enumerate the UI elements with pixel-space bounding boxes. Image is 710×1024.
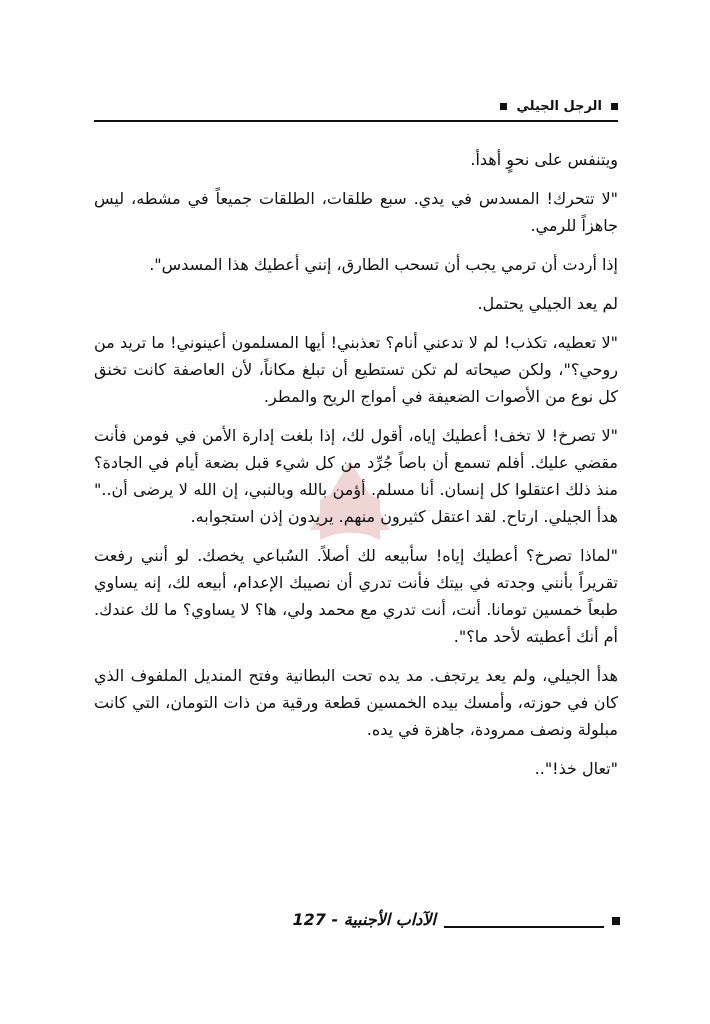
header-rule bbox=[94, 120, 618, 122]
page-footer bbox=[100, 908, 620, 936]
paragraph: إذا أردت أن ترمي يجب أن تسحب الطارق، إنني أعطيك هذا المسدس". bbox=[149, 255, 618, 274]
paragraph: "لا تتحرك! المسدس في يدي. سبع طلقات، الطلقات جميعاً في مشطه، ليس جاهزاً للرمي. bbox=[94, 189, 618, 235]
header-title: الرجل الجيلي bbox=[516, 99, 602, 114]
running-header bbox=[90, 96, 618, 120]
footer-rule bbox=[444, 926, 604, 928]
paragraph: "لا تعطيه، تكذب! لم لا تدعني أنام؟ تعذبني! أيها المسلمون أعينوني! ما تريد من روحي؟"، ولكن صيحاته لم تكن تستطيع أن تبلغ مكاناً، لأن العاصفة كانت تخنق كل نوع من الأصوات الضعيفة في أمواج الريح والمطر. bbox=[94, 333, 618, 406]
footer-journal-page: الآداب الأجنبية - 127 bbox=[292, 910, 436, 929]
paragraph: ويتنفس على نحوٍ أهدأ. bbox=[470, 150, 618, 169]
page-body bbox=[94, 146, 618, 794]
header-square-bullet bbox=[500, 103, 507, 110]
paragraph: هدأ الجيلي، ولم يعد يرتجف. مد يده تحت البطانية وفتح المنديل الملفوف الذي كان في حوزته، وأمسك بيده الخمسين قطعة ورقية من ذات التومان، التي كانت مبلولة ونصف ممرودة، جاهزة في يده. bbox=[94, 666, 618, 739]
footer-square-bullet bbox=[612, 917, 620, 925]
paragraph: لم يعد الجيلي يحتمل. bbox=[477, 294, 618, 313]
paragraph: "تعال خذ!".. bbox=[534, 759, 618, 778]
paragraph: "لماذا تصرخ؟ أعطيك إياه! سأبيعه لك أصلاً. السُباعي يخصك. لو أنني رفعت تقريراً بأنني وجدته في بيتك فأنت تدري أن نصيبك الإعدام، أبيعه لك، إنه يساوي طبعاً خمسين تومانا. أنت، أنت تدري مع محمد ولي، ها؟ لا يساوي؟ ما لك عندك. أم أنك أعطيته لأحد ما؟". bbox=[94, 546, 618, 646]
paragraph: "لا تصرخ! لا تخف! أعطيك إياه، أقول لك، إذا بلغت إدارة الأمن في فومن فأنت مقضي عليك. أفلم تسمع أن باصاً جُرِّد من كل شيء قبل بضعة أيام في الجادة؟ منذ ذلك اعتقلوا كل إنسان. أنا مسلم. أؤمن بالله وبالنبي، إن الله لا يرضى أن.." هدأ الجيلي. ارتاح. لقد اعتقل كثيرون منهم. يريدون إذن استجوابه. bbox=[94, 426, 618, 526]
header-square-bullet bbox=[611, 103, 618, 110]
